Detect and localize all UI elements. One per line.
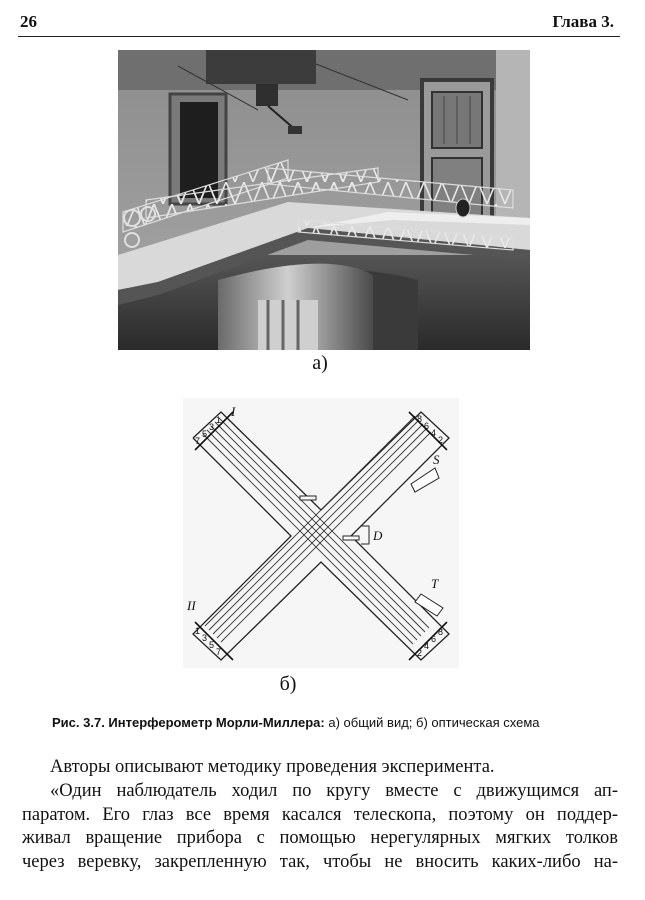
chapter-title: Глава 3.: [552, 12, 614, 31]
telescope-label: T: [431, 576, 439, 591]
paragraph-2-line-1: «Один наблюдатель ходил по кругу вместе с движущимся ап-: [50, 780, 618, 801]
body-text: [22, 756, 618, 875]
mirror-num-tl-2: 5: [202, 429, 208, 439]
paragraph-2-line-3: живал вращение прибора с помощью нерегулярных мягких толков: [22, 828, 618, 849]
mirror-num-br-3: 6: [431, 634, 437, 644]
figure-label-a: а): [312, 352, 328, 374]
page-number: 26: [20, 12, 37, 31]
mirror-num-tr-2: 6: [424, 421, 430, 431]
detector-label: D: [373, 528, 383, 543]
mirror-num-br-4: 8: [438, 627, 444, 637]
mirror-num-bl-2: 3: [202, 633, 208, 643]
mirror-num-tl-3: 3: [209, 422, 215, 432]
paragraph-1: Авторы описывают методику проведения эксперимента.: [50, 757, 495, 777]
paragraph-2-line-4: через веревку, закрепленную так, чтобы не вносить каких-либо на-: [22, 852, 618, 873]
arm-label-i: I: [231, 404, 236, 419]
mirror-num-br-1: 2: [417, 648, 423, 658]
figure-caption: [52, 715, 642, 730]
apparatus-photo: [118, 50, 530, 350]
mirror-num-tr-1: 8: [417, 414, 423, 424]
source-label: S: [433, 452, 440, 467]
optical-scheme-diagram: [183, 398, 459, 668]
arm-label-ii: II: [187, 598, 196, 613]
mirror-num-tr-3: 4: [431, 428, 437, 438]
mirror-num-bl-1: 1: [195, 626, 201, 636]
mirror-num-bl-4: 7: [216, 647, 222, 657]
mirror-num-tl-1: 7: [195, 436, 201, 446]
mirror-num-tr-4: 2: [438, 435, 444, 445]
mirror-num-br-2: 4: [424, 641, 430, 651]
caption-description: а) общий вид; б) оптическая схема: [324, 715, 540, 730]
page-header: [18, 10, 620, 37]
mirror-num-tl-4: 1: [216, 415, 222, 425]
mirror-num-bl-3: 5: [209, 640, 215, 650]
caption-title: Рис. 3.7. Интерферометр Морли-Миллера:: [52, 715, 325, 730]
paragraph-2-line-2: паратом. Его глаз все время касался телескопа, поэтому он поддер-: [22, 804, 618, 825]
figure-label-b: б): [279, 673, 297, 695]
